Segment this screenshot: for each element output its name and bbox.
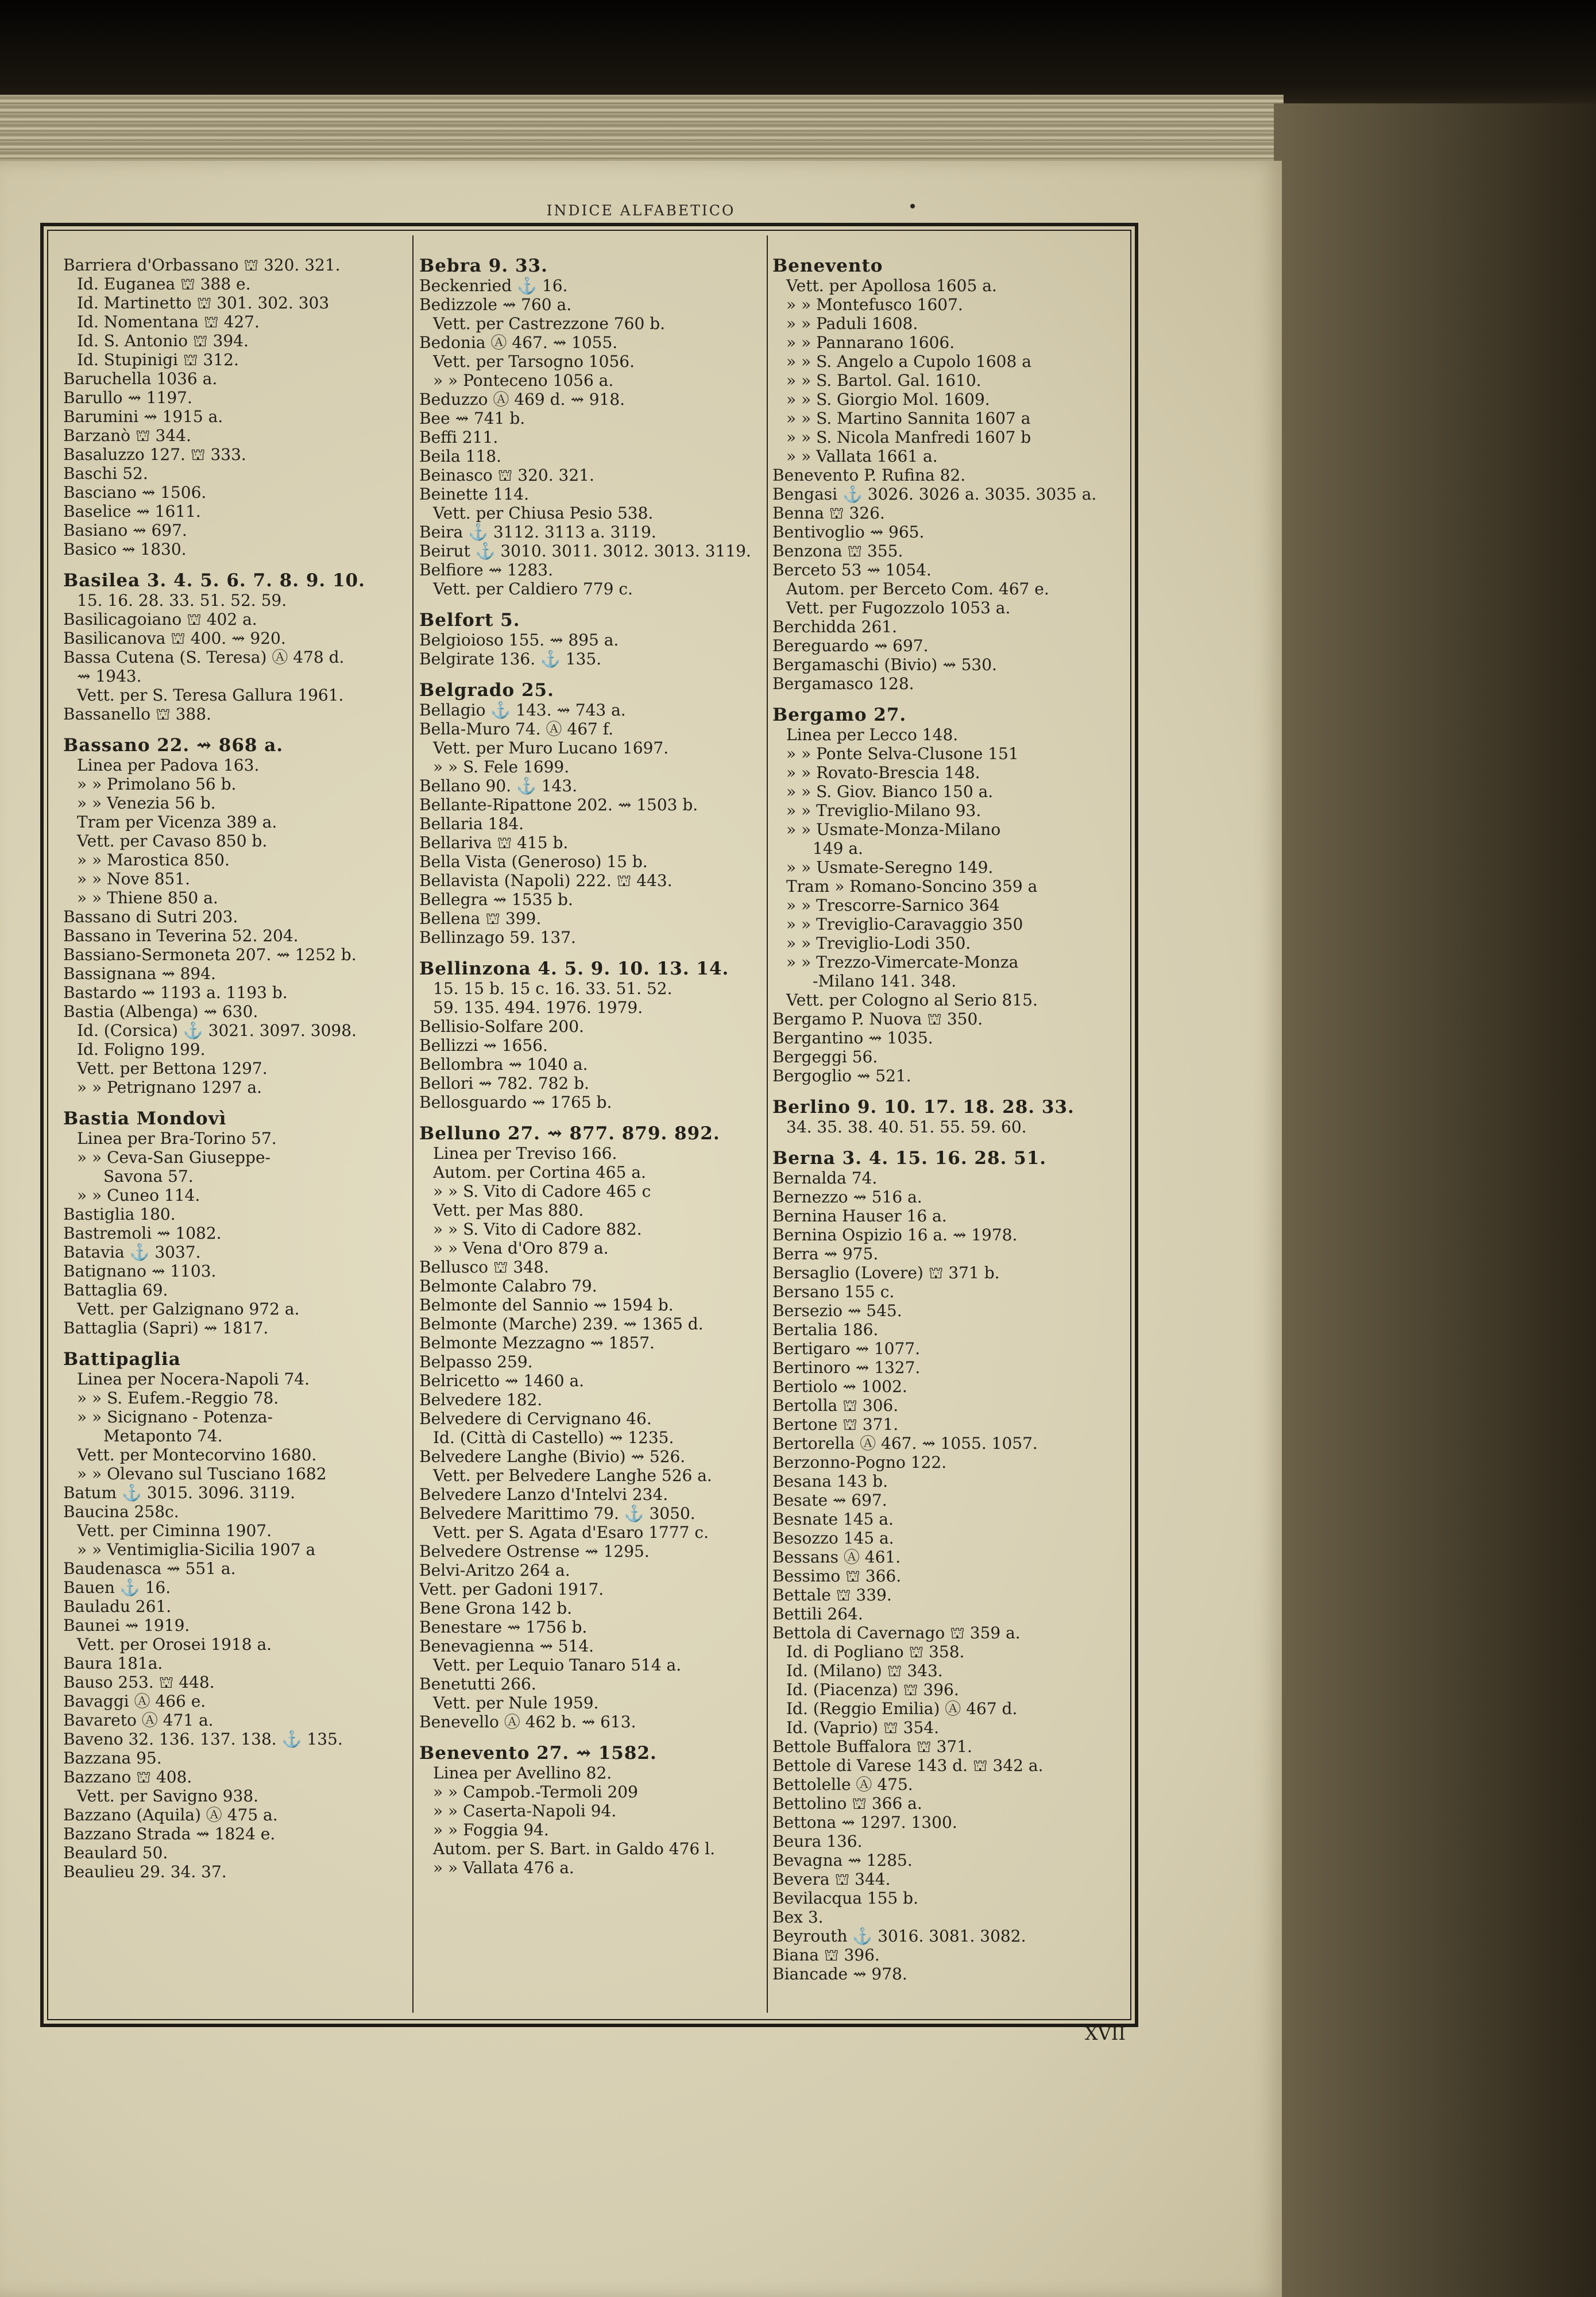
index-entry: Id. (Corsica) ⚓ 3021. 3097. 3098. <box>77 1021 357 1040</box>
index-entry: Belvedere 182. <box>419 1390 543 1409</box>
index-entry: Bauladu 261. <box>63 1597 172 1616</box>
index-entry: » » Treviglio-Lodi 350. <box>786 934 971 953</box>
index-entry: » » Primolano 56 b. <box>77 775 237 794</box>
index-entry: Bassanello ⛫ 388. <box>63 705 211 724</box>
index-entry: Bex 3. <box>772 1908 824 1927</box>
index-entry: Savona 57. <box>103 1167 194 1186</box>
index-entry: 34. 35. 38. 40. 51. 55. 59. 60. <box>786 1117 1027 1136</box>
index-entry: Bellisio-Solfare 200. <box>419 1017 584 1036</box>
index-entry: » » Olevano sul Tusciano 1682 <box>77 1464 327 1483</box>
index-entry: Bellizzi ⇝ 1656. <box>419 1036 548 1055</box>
index-entry: » » S. Giov. Bianco 150 a. <box>786 782 994 801</box>
index-entry: Basiano ⇝ 697. <box>63 521 187 540</box>
index-entry: Bene Grona 142 b. <box>419 1599 573 1618</box>
index-entry: Batignano ⇝ 1103. <box>63 1262 217 1281</box>
index-entry: Id. Stupinigi ⛫ 312. <box>77 350 239 369</box>
index-entry: Besate ⇝ 697. <box>772 1491 887 1510</box>
index-entry: -Milano 141. 348. <box>813 972 957 991</box>
index-entry: Vett. per Savigno 938. <box>77 1786 259 1805</box>
index-heading: Belfort 5. <box>419 610 520 631</box>
index-entry: Basico ⇝ 1830. <box>63 540 187 559</box>
index-entry: Bengasi ⚓ 3026. 3026 a. 3035. 3035 a. <box>772 485 1097 504</box>
index-entry: Bertalia 186. <box>772 1320 879 1339</box>
index-entry: Vett. per Orosei 1918 a. <box>77 1635 272 1654</box>
index-entry: Linea per Treviso 166. <box>433 1144 617 1163</box>
index-column-3 <box>772 256 1140 1983</box>
index-entry: Bazzana 95. <box>63 1749 162 1768</box>
index-entry: Bellavista (Napoli) 222. ⛫ 443. <box>419 871 673 890</box>
index-entry: Basaluzzo 127. ⛫ 333. <box>63 445 246 464</box>
index-entry: Vett. per Castrezzone 760 b. <box>433 314 666 333</box>
index-entry: Vett. per S. Teresa Gallura 1961. <box>77 686 344 705</box>
index-entry: Bellante-Ripattone 202. ⇝ 1503 b. <box>419 795 698 814</box>
index-entry: Beura 136. <box>772 1832 863 1851</box>
index-entry: Bellariva ⛫ 415 b. <box>419 833 569 852</box>
index-entry: Belricetto ⇝ 1460 a. <box>419 1371 585 1390</box>
index-entry: » » Trezzo-Vimercate-Monza <box>786 953 1019 972</box>
index-entry: Beffi 211. <box>419 428 498 447</box>
index-entry: Id. (Piacenza) ⛫ 396. <box>786 1680 959 1699</box>
index-entry: Beila 118. <box>419 447 501 466</box>
index-entry: Bazzano ⛫ 408. <box>63 1768 192 1786</box>
index-entry: » » Usmate-Monza-Milano <box>786 820 1001 839</box>
index-entry: Linea per Lecco 148. <box>786 725 959 744</box>
index-entry: Bella Vista (Generoso) 15 b. <box>419 852 648 871</box>
index-entry: Bettolelle Ⓐ 475. <box>772 1775 913 1794</box>
index-entry: Baschi 52. <box>63 464 148 483</box>
index-entry: Biancade ⇝ 978. <box>772 1965 907 1983</box>
index-heading: Benevento 27. ⇝ 1582. <box>419 1743 657 1764</box>
index-entry: Bettona ⇝ 1297. 1300. <box>772 1813 957 1832</box>
index-entry: 15. 16. 28. 33. 51. 52. 59. <box>77 591 287 610</box>
index-entry: Bassa Cutena (S. Teresa) Ⓐ 478 d. <box>63 648 345 667</box>
index-entry: Vett. per Tarsogno 1056. <box>433 352 635 371</box>
index-entry: Bellosguardo ⇝ 1765 b. <box>419 1093 612 1112</box>
index-entry: Bellaria 184. <box>419 814 524 833</box>
index-column-1 <box>63 256 408 1881</box>
index-entry: Beaulieu 29. 34. 37. <box>63 1862 227 1881</box>
index-entry: » » Usmate-Seregno 149. <box>786 858 994 877</box>
index-entry: Bassiano-Sermoneta 207. ⇝ 1252 b. <box>63 945 357 964</box>
index-entry: » » S. Bartol. Gal. 1610. <box>786 371 981 390</box>
index-entry: Bassano di Sutri 203. <box>63 907 238 926</box>
index-entry: Linea per Avellino 82. <box>433 1764 612 1782</box>
book-right-edge <box>1274 103 1596 2297</box>
index-entry: Barzanò ⛫ 344. <box>63 426 191 445</box>
index-entry: Belvedere Marittimo 79. ⚓ 3050. <box>419 1504 695 1523</box>
index-entry: Vett. per Cologno al Serio 815. <box>786 991 1038 1010</box>
index-entry: » » Cuneo 114. <box>77 1186 200 1205</box>
index-entry: Belvedere Lanzo d'Intelvi 234. <box>419 1485 668 1504</box>
index-entry: Beinasco ⛫ 320. 321. <box>419 466 594 485</box>
index-entry: Bevilacqua 155 b. <box>772 1889 918 1908</box>
index-entry: Vett. per Fugozzolo 1053 a. <box>786 598 1011 617</box>
index-entry: Bazzano Strada ⇝ 1824 e. <box>63 1824 276 1843</box>
index-entry: Belmonte Mezzagno ⇝ 1857. <box>419 1333 655 1352</box>
index-entry: Metaponto 74. <box>103 1426 223 1445</box>
index-entry: Bettola di Cavernago ⛫ 359 a. <box>772 1623 1021 1642</box>
index-entry: Bergeggi 56. <box>772 1047 878 1066</box>
index-entry: Bentivoglio ⇝ 965. <box>772 523 925 542</box>
index-entry: Bertigaro ⇝ 1077. <box>772 1339 921 1358</box>
index-entry: » » Ponte Selva-Clusone 151 <box>786 744 1019 763</box>
index-entry: Linea per Bra-Torino 57. <box>77 1129 277 1148</box>
index-entry: Bellusco ⛫ 348. <box>419 1258 549 1277</box>
index-entry: » » Thiene 850 a. <box>77 888 218 907</box>
index-entry: Baselice ⇝ 1611. <box>63 502 201 521</box>
index-entry: Besozzo 145 a. <box>772 1529 894 1548</box>
index-entry: » » Trescorre-Sarnico 364 <box>786 896 1000 915</box>
index-entry: Vett. per Bettona 1297. <box>77 1059 268 1078</box>
index-entry: Bauen ⚓ 16. <box>63 1578 171 1597</box>
index-entry: Bernina Ospizio 16 a. ⇝ 1978. <box>772 1225 1018 1244</box>
index-entry: Vett. per Nule 1959. <box>433 1693 599 1712</box>
index-entry: Bessans Ⓐ 461. <box>772 1548 901 1567</box>
index-entry: » » Montefusco 1607. <box>786 295 963 314</box>
index-entry: Bellombra ⇝ 1040 a. <box>419 1055 588 1074</box>
index-entry: Id. S. Antonio ⛫ 394. <box>77 331 249 350</box>
index-entry: Autom. per S. Bart. in Galdo 476 l. <box>433 1839 715 1858</box>
index-entry: Bertone ⛫ 371. <box>772 1415 899 1434</box>
index-entry: Id. Euganea ⛫ 388 e. <box>77 274 251 293</box>
index-entry: Basilicanova ⛫ 400. ⇝ 920. <box>63 629 286 648</box>
index-entry: Belvedere Langhe (Bivio) ⇝ 526. <box>419 1447 686 1466</box>
index-entry: Battaglia 69. <box>63 1281 168 1300</box>
index-entry: Bellegra ⇝ 1535 b. <box>419 890 573 909</box>
index-entry: Baunei ⇝ 1919. <box>63 1616 190 1635</box>
index-entry: » » S. Vito di Cadore 465 c <box>433 1182 651 1201</box>
index-entry: Bavaggi Ⓐ 466 e. <box>63 1692 206 1711</box>
index-entry: » » Pannarano 1606. <box>786 333 955 352</box>
index-entry: Bessimo ⛫ 366. <box>772 1567 902 1586</box>
index-entry: Vett. per S. Agata d'Esaro 1777 c. <box>433 1523 709 1542</box>
index-entry: Benna ⛫ 326. <box>772 504 885 523</box>
index-entry: Id. (Milano) ⛫ 343. <box>786 1661 943 1680</box>
index-entry: Bergamaschi (Bivio) ⇝ 530. <box>772 655 997 674</box>
index-entry: Bee ⇝ 741 b. <box>419 409 525 428</box>
index-entry: Tram per Vicenza 389 a. <box>77 813 277 832</box>
index-entry: Berzonno-Pogno 122. <box>772 1453 947 1472</box>
index-entry: » » Ventimiglia-Sicilia 1907 a <box>77 1540 316 1559</box>
index-entry: Bersezio ⇝ 545. <box>772 1301 902 1320</box>
page-header: INDICE ALFABETICO <box>546 202 736 219</box>
index-entry: » » Venezia 56 b. <box>77 794 216 813</box>
index-entry: Bettole Buffalora ⛫ 371. <box>772 1737 972 1756</box>
index-entry: Beinette 114. <box>419 485 530 504</box>
index-entry: Bellagio ⚓ 143. ⇝ 743 a. <box>419 701 626 720</box>
index-entry: Vett. per Chiusa Pesio 538. <box>433 504 654 523</box>
index-heading: Bergamo 27. <box>772 705 907 725</box>
index-entry: Vett. per Muro Lucano 1697. <box>433 738 669 757</box>
index-entry: Bastremoli ⇝ 1082. <box>63 1224 222 1243</box>
index-entry: 149 a. <box>813 839 863 858</box>
index-entry: Bastardo ⇝ 1193 a. 1193 b. <box>63 983 288 1002</box>
book-block-top <box>0 0 1596 109</box>
index-entry: Vett. per Lequio Tanaro 514 a. <box>433 1656 682 1675</box>
index-entry: Belvi-Aritzo 264 a. <box>419 1561 570 1580</box>
index-entry: Belmonte (Marche) 239. ⇝ 1365 d. <box>419 1314 704 1333</box>
index-entry: Bertolla ⛫ 306. <box>772 1396 899 1415</box>
index-entry: » » S. Vito di Cadore 882. <box>433 1220 642 1239</box>
index-entry: Bettili 264. <box>772 1604 863 1623</box>
index-heading: Bebra 9. 33. <box>419 256 548 276</box>
index-entry: Battaglia (Sapri) ⇝ 1817. <box>63 1318 269 1337</box>
ink-dot <box>910 204 915 208</box>
index-entry: » » Marostica 850. <box>77 850 230 869</box>
index-entry: Baucina 258c. <box>63 1502 179 1521</box>
index-entry: Vett. per Mas 880. <box>433 1201 584 1220</box>
index-entry: » » Nove 851. <box>77 869 191 888</box>
index-entry: Bauso 253. ⛫ 448. <box>63 1673 215 1692</box>
index-entry: Id. di Pogliano ⛫ 358. <box>786 1642 965 1661</box>
index-entry: Belvedere di Cervignano 46. <box>419 1409 652 1428</box>
index-entry: » » Caserta-Napoli 94. <box>433 1801 617 1820</box>
index-entry: Belpasso 259. <box>419 1352 533 1371</box>
index-entry: » » Vena d'Oro 879 a. <box>433 1239 609 1258</box>
index-entry: » » S. Nicola Manfredi 1607 b <box>786 428 1031 447</box>
index-entry: » » S. Angelo a Cupolo 1608 a <box>786 352 1031 371</box>
index-entry: Id. (Città di Castello) ⇝ 1235. <box>433 1428 674 1447</box>
index-entry: Id. (Vaprio) ⛫ 354. <box>786 1718 939 1737</box>
index-entry: Bernezzo ⇝ 516 a. <box>772 1188 922 1206</box>
index-entry: Vett. per Caldiero 779 c. <box>433 579 633 598</box>
index-entry: Berceto 53 ⇝ 1054. <box>772 560 932 579</box>
index-entry: Bergamasco 128. <box>772 674 914 693</box>
index-entry: Beduzzo Ⓐ 469 d. ⇝ 918. <box>419 390 625 409</box>
index-entry: Vett. per Gadoni 1917. <box>419 1580 604 1599</box>
index-entry: Beirut ⚓ 3010. 3011. 3012. 3013. 3119. <box>419 542 751 560</box>
index-entry: Belmonte Calabro 79. <box>419 1277 597 1296</box>
index-entry: Basilicagoiano ⛫ 402 a. <box>63 610 257 629</box>
index-entry: Bersano 155 c. <box>772 1282 895 1301</box>
index-entry: » » S. Eufem.-Reggio 78. <box>77 1389 279 1407</box>
index-entry: » » Ponteceno 1056 a. <box>433 371 614 390</box>
index-heading: Belgrado 25. <box>419 680 554 701</box>
index-heading: Belluno 27. ⇝ 877. 879. 892. <box>419 1123 720 1144</box>
index-entry: Bevera ⛫ 344. <box>772 1870 891 1889</box>
index-entry: » » Treviglio-Caravaggio 350 <box>786 915 1023 934</box>
index-entry: Benzona ⛫ 355. <box>772 542 903 560</box>
index-entry: Linea per Nocera-Napoli 74. <box>77 1370 310 1389</box>
index-entry: » » S. Giorgio Mol. 1609. <box>786 390 990 409</box>
index-heading: Bellinzona 4. 5. 9. 10. 13. 14. <box>419 958 729 979</box>
index-heading: Berna 3. 4. 15. 16. 28. 51. <box>772 1148 1047 1169</box>
index-entry: Bettole di Varese 143 d. ⛫ 342 a. <box>772 1756 1044 1775</box>
index-entry: Baura 181a. <box>63 1654 163 1673</box>
index-entry: Bedonia Ⓐ 467. ⇝ 1055. <box>419 333 618 352</box>
index-entry: Bassano in Teverina 52. 204. <box>63 926 299 945</box>
index-entry: Bellinzago 59. 137. <box>419 928 576 947</box>
index-entry: Benestare ⇝ 1756 b. <box>419 1618 588 1637</box>
index-entry: Batavia ⚓ 3037. <box>63 1243 201 1262</box>
index-entry: Bersaglio (Lovere) ⛫ 371 b. <box>772 1263 1000 1282</box>
index-entry: Id. Martinetto ⛫ 301. 302. 303 <box>77 293 330 312</box>
column-separator <box>412 235 414 2013</box>
index-entry: Barriera d'Orbassano ⛫ 320. 321. <box>63 256 341 274</box>
index-entry: » » Vallata 476 a. <box>433 1858 574 1877</box>
page-number: XVII <box>1084 2023 1126 2044</box>
index-heading: Bassano 22. ⇝ 868 a. <box>63 735 284 756</box>
index-entry: Beira ⚓ 3112. 3113 a. 3119. <box>419 523 656 542</box>
index-entry: Vett. per Galzignano 972 a. <box>77 1300 300 1318</box>
index-entry: Barullo ⇝ 1197. <box>63 388 192 407</box>
index-entry: Bazzano (Aquila) Ⓐ 475 a. <box>63 1805 278 1824</box>
index-entry: » » Treviglio-Milano 93. <box>786 801 981 820</box>
index-entry: Id. Foligno 199. <box>77 1040 206 1059</box>
index-entry: Bereguardo ⇝ 697. <box>772 636 929 655</box>
index-entry: Belvedere Ostrense ⇝ 1295. <box>419 1542 650 1561</box>
index-entry: Bella-Muro 74. Ⓐ 467 f. <box>419 720 613 738</box>
index-entry: 59. 135. 494. 1976. 1979. <box>433 998 643 1017</box>
index-entry: Berchidda 261. <box>772 617 897 636</box>
index-entry: Bergoglio ⇝ 521. <box>772 1066 911 1085</box>
index-entry: Vett. per Belvedere Langhe 526 a. <box>433 1466 712 1485</box>
index-heading: Benevento <box>772 256 883 276</box>
index-entry: Bellano 90. ⚓ 143. <box>419 776 578 795</box>
index-entry: Berra ⇝ 975. <box>772 1244 879 1263</box>
index-column-2 <box>419 256 775 1877</box>
index-entry: Bertinoro ⇝ 1327. <box>772 1358 921 1377</box>
index-entry: Biana ⛫ 396. <box>772 1946 880 1965</box>
index-heading: Bastia Mondovì <box>63 1108 227 1129</box>
index-entry: Bertorella Ⓐ 467. ⇝ 1055. 1057. <box>772 1434 1038 1453</box>
index-entry: Bellori ⇝ 782. 782 b. <box>419 1074 589 1093</box>
index-entry: Baudenasca ⇝ 551 a. <box>63 1559 236 1578</box>
index-entry: » » S. Fele 1699. <box>433 757 570 776</box>
index-entry: ⇝ 1943. <box>77 667 142 686</box>
index-entry: Barumini ⇝ 1915 a. <box>63 407 223 426</box>
index-entry: » » Foggia 94. <box>433 1820 549 1839</box>
index-entry: » » Paduli 1608. <box>786 314 918 333</box>
index-entry: Baveno 32. 136. 137. 138. ⚓ 135. <box>63 1730 343 1749</box>
index-entry: Batum ⚓ 3015. 3096. 3119. <box>63 1483 296 1502</box>
index-entry: Benevello Ⓐ 462 b. ⇝ 613. <box>419 1712 636 1731</box>
index-entry: Bertiolo ⇝ 1002. <box>772 1377 907 1396</box>
index-entry: Linea per Padova 163. <box>77 756 260 775</box>
index-entry: Belgirate 136. ⚓ 135. <box>419 649 602 668</box>
index-entry: Bastia (Albenga) ⇝ 630. <box>63 1002 258 1021</box>
index-entry: Baruchella 1036 a. <box>63 369 218 388</box>
index-entry: Bergamo P. Nuova ⛫ 350. <box>772 1010 983 1028</box>
index-entry: Benetutti 266. <box>419 1675 536 1693</box>
index-entry: Bergantino ⇝ 1035. <box>772 1028 933 1047</box>
index-entry: Vett. per Montecorvino 1680. <box>77 1445 317 1464</box>
index-entry: » » Petrignano 1297 a. <box>77 1078 262 1097</box>
index-entry: Belgioioso 155. ⇝ 895 a. <box>419 631 619 649</box>
index-heading: Basilea 3. 4. 5. 6. 7. 8. 9. 10. <box>63 570 365 591</box>
index-entry: Belfiore ⇝ 1283. <box>419 560 554 579</box>
index-entry: Bevagna ⇝ 1285. <box>772 1851 913 1870</box>
index-entry: Belmonte del Sannio ⇝ 1594 b. <box>419 1296 674 1314</box>
index-entry: Benevagienna ⇝ 514. <box>419 1637 594 1656</box>
index-entry: » » Sicignano - Potenza- <box>77 1407 273 1426</box>
index-entry: Basciano ⇝ 1506. <box>63 483 207 502</box>
index-entry: Beckenried ⚓ 16. <box>419 276 568 295</box>
index-entry: Vett. per Apollosa 1605 a. <box>786 276 997 295</box>
index-entry: Autom. per Berceto Com. 467 e. <box>786 579 1049 598</box>
index-entry: Bernina Hauser 16 a. <box>772 1206 947 1225</box>
index-entry: Bettale ⛫ 339. <box>772 1586 892 1604</box>
index-heading: Berlino 9. 10. 17. 18. 28. 33. <box>772 1097 1075 1117</box>
index-entry: Bellena ⛫ 399. <box>419 909 542 928</box>
index-entry: » » Ceva-San Giuseppe- <box>77 1148 271 1167</box>
index-entry: » » Rovato-Brescia 148. <box>786 763 980 782</box>
index-entry: Bavareto Ⓐ 471 a. <box>63 1711 214 1730</box>
index-entry: Besana 143 b. <box>772 1472 888 1491</box>
index-entry: Beyrouth ⚓ 3016. 3081. 3082. <box>772 1927 1026 1946</box>
index-entry: Beaulard 50. <box>63 1843 168 1862</box>
index-entry: 15. 15 b. 15 c. 16. 33. 51. 52. <box>433 979 673 998</box>
index-entry: Bassignana ⇝ 894. <box>63 964 216 983</box>
index-entry: » » Vallata 1661 a. <box>786 447 938 466</box>
index-entry: » » Campob.-Termoli 209 <box>433 1782 638 1801</box>
index-entry: Tram » Romano-Soncino 359 a <box>786 877 1038 896</box>
index-entry: » » S. Martino Sannita 1607 a <box>786 409 1031 428</box>
index-heading: Battipaglia <box>63 1349 181 1370</box>
index-entry: Autom. per Cortina 465 a. <box>433 1163 646 1182</box>
index-entry: Bastiglia 180. <box>63 1205 176 1224</box>
index-entry: Vett. per Cavaso 850 b. <box>77 832 268 850</box>
index-entry: Besnate 145 a. <box>772 1510 894 1529</box>
index-entry: Bernalda 74. <box>772 1169 878 1188</box>
index-entry: Benevento P. Rufina 82. <box>772 466 966 485</box>
index-entry: Id. Nomentana ⛫ 427. <box>77 312 260 331</box>
index-entry: Bettolino ⛫ 366 a. <box>772 1794 922 1813</box>
index-entry: Bedizzole ⇝ 760 a. <box>419 295 572 314</box>
index-entry: Id. (Reggio Emilia) Ⓐ 467 d. <box>786 1699 1018 1718</box>
index-entry: Vett. per Ciminna 1907. <box>77 1521 272 1540</box>
